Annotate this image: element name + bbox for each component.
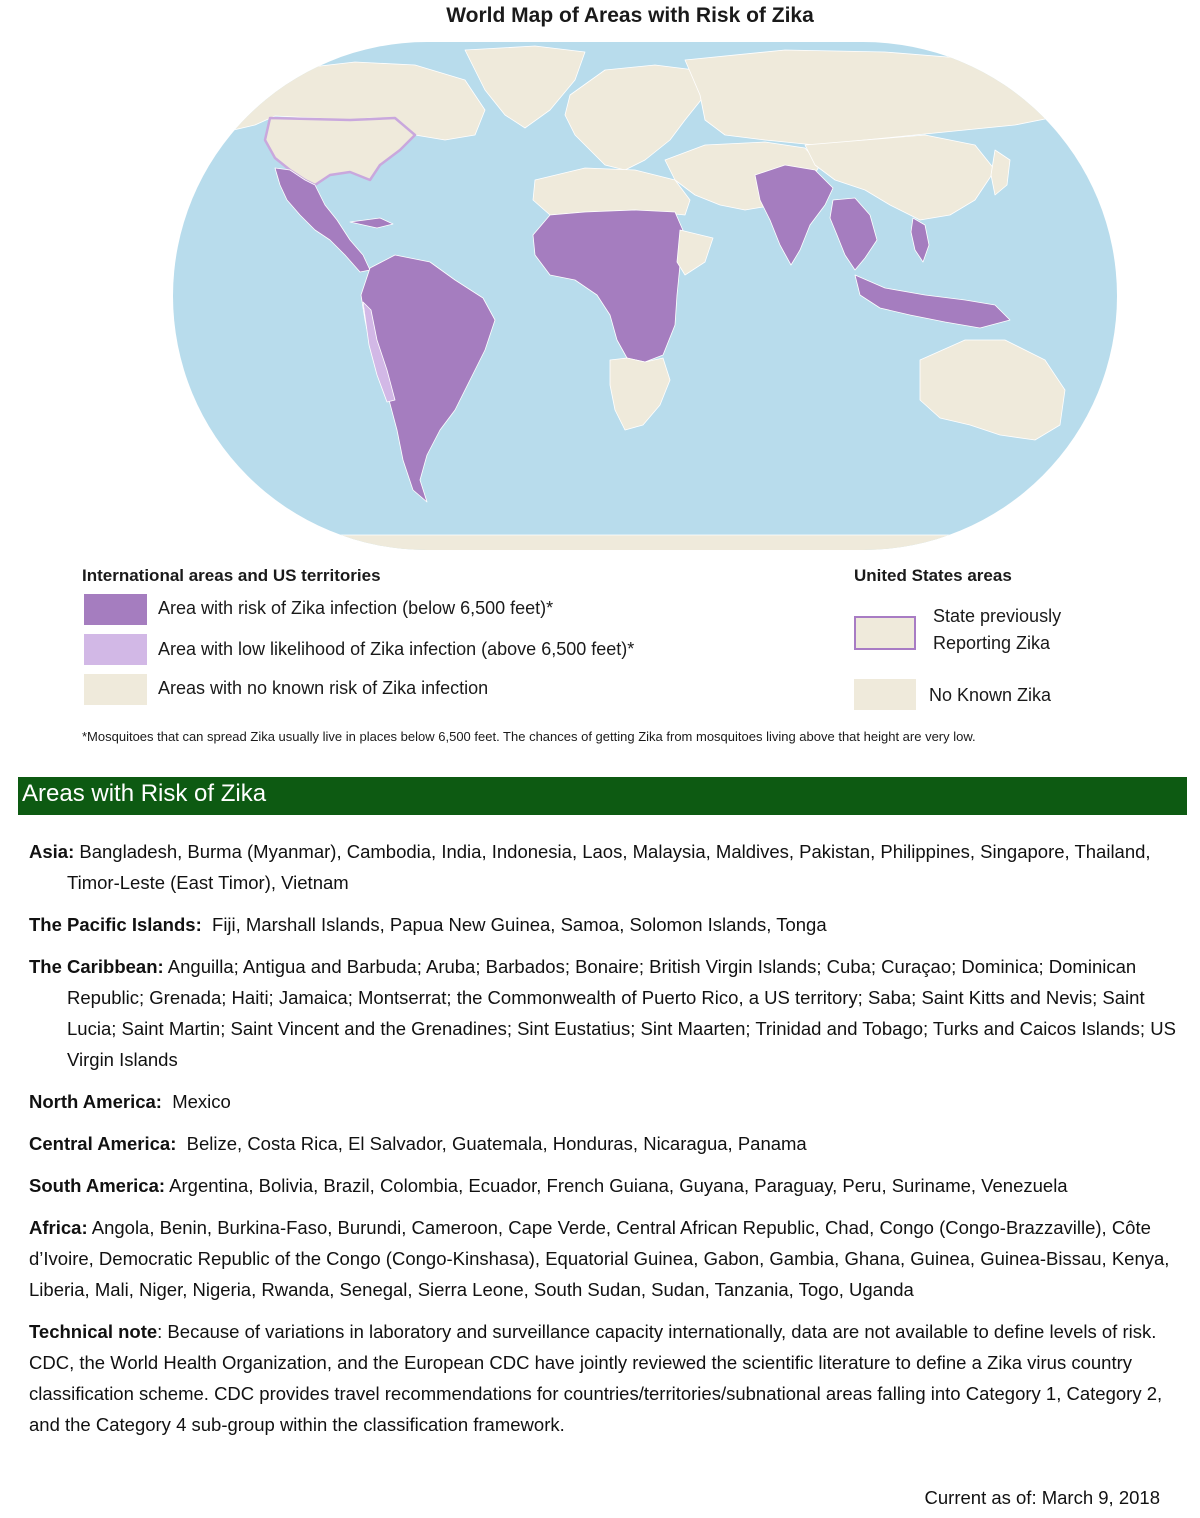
legend-label-no-known-zika: No Known Zika <box>929 685 1052 705</box>
region-name: Asia: <box>29 841 75 862</box>
region-entry-caribbean <box>29 951 1179 1075</box>
world-map <box>165 40 1145 554</box>
legend-swatch-no-known-zika <box>854 679 916 710</box>
region-name: South America: <box>29 1175 166 1196</box>
section-title: Areas with Risk of Zika <box>22 780 267 807</box>
region-countries: Argentina, Bolivia, Brazil, Colombia, Ecuador, French Guiana, Guyana, Paraguay, Peru, Suriname, Venezuela <box>169 1175 1068 1196</box>
region-entry-central-america <box>29 1128 1179 1159</box>
technical-note <box>29 1316 1179 1440</box>
region-entry-africa <box>29 1212 1179 1305</box>
legend-label-state-line1: State previously <box>933 606 1062 626</box>
region-entry-south-america <box>29 1170 1179 1201</box>
legend-us-heading: United States areas <box>854 566 1012 585</box>
map-title: World Map of Areas with Risk of Zika <box>446 4 814 27</box>
technical-note-label: Technical note <box>29 1321 158 1342</box>
antarctica <box>173 535 1117 552</box>
region-name: The Pacific Islands: <box>29 914 202 935</box>
legend-label-risk: Area with risk of Zika infection (below 6,500 feet)* <box>158 598 554 618</box>
region-name: North America: <box>29 1091 162 1112</box>
legend-international-heading: International areas and US territories <box>82 566 381 585</box>
legend-label-low-likelihood: Area with low likelihood of Zika infection (above 6,500 feet)* <box>158 639 635 659</box>
region-entry-pacific <box>29 909 1179 940</box>
region-entry-asia <box>29 836 1179 898</box>
world-map-svg <box>165 40 1145 554</box>
legend-swatch-no-risk <box>84 674 147 705</box>
legend-label-no-risk: Areas with no known risk of Zika infection <box>158 678 489 698</box>
technical-note-text: : Because of variations in laboratory and surveillance capacity internationally, data are not available to define levels of risk. CDC, the World Health Organization, and the European CDC have jointly reviewed the scientific literature to define a Zika virus country classification scheme. CDC provides travel recommendations for countries/territories/subnational areas falling into Category 1, Category 2, and the Category 4 sub-group within the classification framework. <box>29 1321 1163 1435</box>
region-countries: Anguilla; Antigua and Barbuda; Aruba; Barbados; Bonaire; British Virgin Islands; Cuba; Curaçao; Dominica; Dominican Republic; Grenada; Haiti; Jamaica; Montserrat; the Commonwealth of Puerto Rico, a US territory; Saba; Saint Kitts and Nevis; Saint Lucia; Saint Martin; Saint Vincent and the Grenadines; Sint Eustatius; Sint Maarten; Trinidad and Tobago; Turks and Caicos Islands; US Virgin Islands <box>67 956 1176 1070</box>
region-countries: Fiji, Marshall Islands, Papua New Guinea, Samoa, Solomon Islands, Tonga <box>212 914 827 935</box>
legend-label-state-line2: Reporting Zika <box>933 633 1051 653</box>
region-name: The Caribbean: <box>29 956 164 977</box>
legend-swatch-state-reporting <box>854 616 916 650</box>
alaska <box>185 95 240 135</box>
current-as-of: Current as of: March 9, 2018 <box>924 1487 1160 1508</box>
region-name: Central America: <box>29 1133 177 1154</box>
region-name: Africa: <box>29 1217 88 1238</box>
region-countries: Belize, Costa Rica, El Salvador, Guatemala, Honduras, Nicaragua, Panama <box>186 1133 807 1154</box>
new-zealand <box>1073 435 1090 465</box>
region-countries: Angola, Benin, Burkina-Faso, Burundi, Cameroon, Cape Verde, Central African Republic, Chad, Congo (Congo-Brazzaville), Côte d’Ivoire, Democratic Republic of the Congo (Congo-Kinshasa), Equatorial Guinea, Gabon, Gambia, Ghana, Guinea, Guinea-Bissau, Kenya, Liberia, Mali, Niger, Nigeria, Rwanda, Senegal, Sierra Leone, South Sudan, Sudan, Tanzania, Togo, Uganda <box>29 1217 1170 1300</box>
region-entry-north-america <box>29 1086 1179 1117</box>
legend-swatch-low-likelihood <box>84 634 147 665</box>
region-countries: Mexico <box>172 1091 231 1112</box>
region-list <box>29 836 1179 1451</box>
section-header-bar <box>18 777 1187 815</box>
legend-swatch-risk <box>84 594 147 625</box>
region-countries: Bangladesh, Burma (Myanmar), Cambodia, India, Indonesia, Laos, Malaysia, Maldives, Pakistan, Philippines, Singapore, Thailand, Timor-Leste (East Timor), Vietnam <box>67 841 1151 893</box>
map-footnote: *Mosquitoes that can spread Zika usually live in places below 6,500 feet. The chances of getting Zika from mosquitoes living above that height are very low. <box>82 729 976 744</box>
